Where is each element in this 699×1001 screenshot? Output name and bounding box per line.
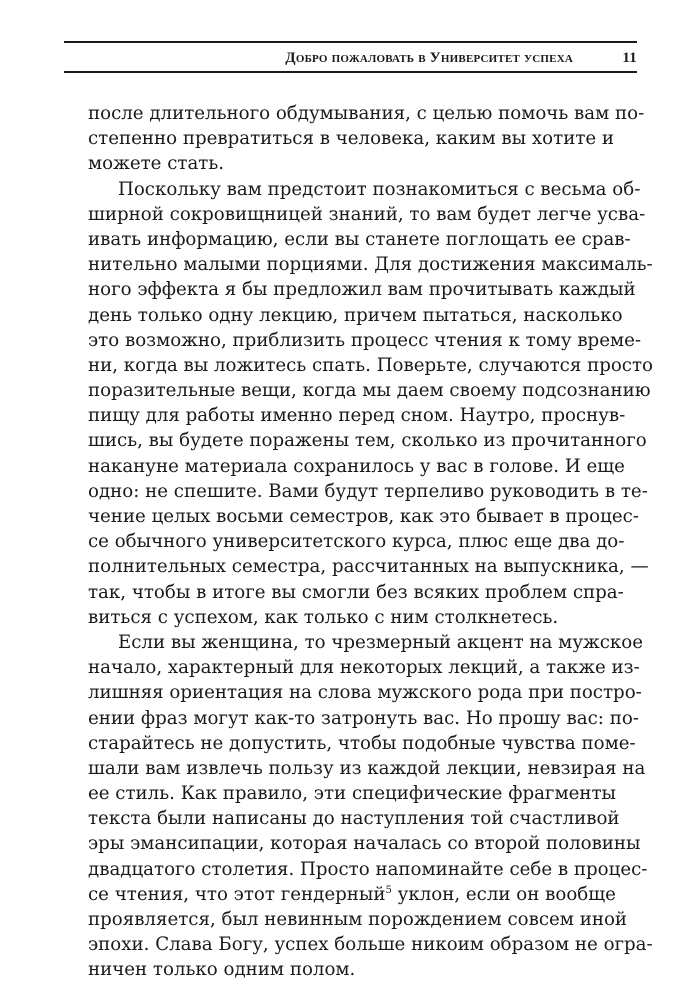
text-line: начало, характерный для некоторых лекций, а также из-	[88, 657, 640, 679]
text-line: ничен только одним полом.	[88, 959, 356, 981]
text-line: старайтесь не допустить, чтобы подобные чувства поме-	[88, 732, 636, 754]
text-line: полнительных семестра, рассчитанных на выпускника, —	[88, 556, 649, 578]
text-line: шали вам извлечь пользу из каждой лекции, невзирая на	[88, 757, 646, 779]
text-line: так, чтобы в итоге вы смогли без всяких проблем спра-	[88, 581, 624, 603]
text-line: текста были написаны до наступления той счастливой	[88, 808, 620, 830]
footnote-marker: 5	[385, 884, 392, 896]
body-text	[88, 101, 654, 983]
text-line: чение целых восьми семестров, как это бывает в процес-	[88, 506, 639, 527]
text-line: нительно малыми порциями. Для достижения максималь-	[88, 254, 653, 276]
text-line: шись, вы будете поражены тем, сколько из прочитанного	[88, 430, 647, 452]
text-fragment: уклон, если он вообще	[391, 883, 616, 905]
header-top-rule	[64, 41, 637, 43]
running-title: Добро пожаловать в Университет успеха	[285, 49, 573, 66]
text-line: се обычного университетского курса, плюс еще два до-	[88, 531, 625, 553]
text-line: поразительные вещи, когда мы даем своему подсознанию	[88, 380, 651, 402]
text-line: ного эффекта я бы предложил вам прочитывать каждый	[88, 279, 636, 301]
text-line: проявляется, был невинным порождением совсем иной	[88, 909, 628, 930]
paragraph	[88, 101, 645, 177]
text-fragment: се чтения, что этот гендерный	[88, 883, 386, 905]
text-line: ее стиль. Как правило, эти специфические фрагменты	[88, 783, 617, 805]
text-line: накануне материала сохранилось у вас в голове. И еще	[88, 455, 625, 477]
text-line: день только одну лекцию, причем пытаться, насколько	[88, 304, 623, 326]
header-bottom-rule	[64, 71, 637, 73]
text-line: эпохи. Слава Богу, успех больше никоим образом не огра-	[88, 934, 653, 956]
text-line: это возможно, приблизить процесс чтения к тому време-	[88, 329, 642, 351]
text-line: виться с успехом, как только с ним столкнетесь.	[88, 606, 559, 628]
text-line: ивать информацию, если вы станете поглощать ее срав-	[88, 228, 631, 250]
running-head	[64, 48, 637, 68]
text-line: эры эмансипации, которая началась со второй половины	[88, 833, 641, 855]
paragraph	[88, 177, 654, 630]
text-line: после длительного обдумывания, с целью помочь вам по-	[88, 103, 645, 124]
text-line: пищу для работы именно перед сном. Наутро, проснув-	[88, 405, 626, 427]
text-line: Если вы женщина, то чрезмерный акцент на мужское	[118, 631, 644, 653]
text-line: Поскольку вам предстоит познакомиться с весьма об-	[118, 178, 641, 200]
paragraph	[88, 630, 653, 983]
text-line: ширной сокровищницей знаний, то вам будет легче усва-	[88, 203, 646, 225]
text-line: можете стать.	[88, 153, 225, 175]
text-line: лишняя ориентация на слова мужского рода при постро-	[88, 682, 642, 704]
text-line: ни, когда вы ложитесь спать. Поверьте, случаются просто	[88, 354, 654, 376]
text-line: двадцатого столетия. Просто напоминайте себе в процес-	[88, 858, 648, 880]
text-line: ении фраз могут как-то затронуть вас. Но прошу вас: по-	[88, 707, 639, 729]
page-number: 11	[622, 49, 637, 66]
text-line: одно: не спешите. Вами будут терпеливо руководить в те-	[88, 480, 648, 502]
text-line	[88, 882, 616, 907]
text-line: степенно превратиться в человека, каким вы хотите и	[88, 128, 615, 150]
